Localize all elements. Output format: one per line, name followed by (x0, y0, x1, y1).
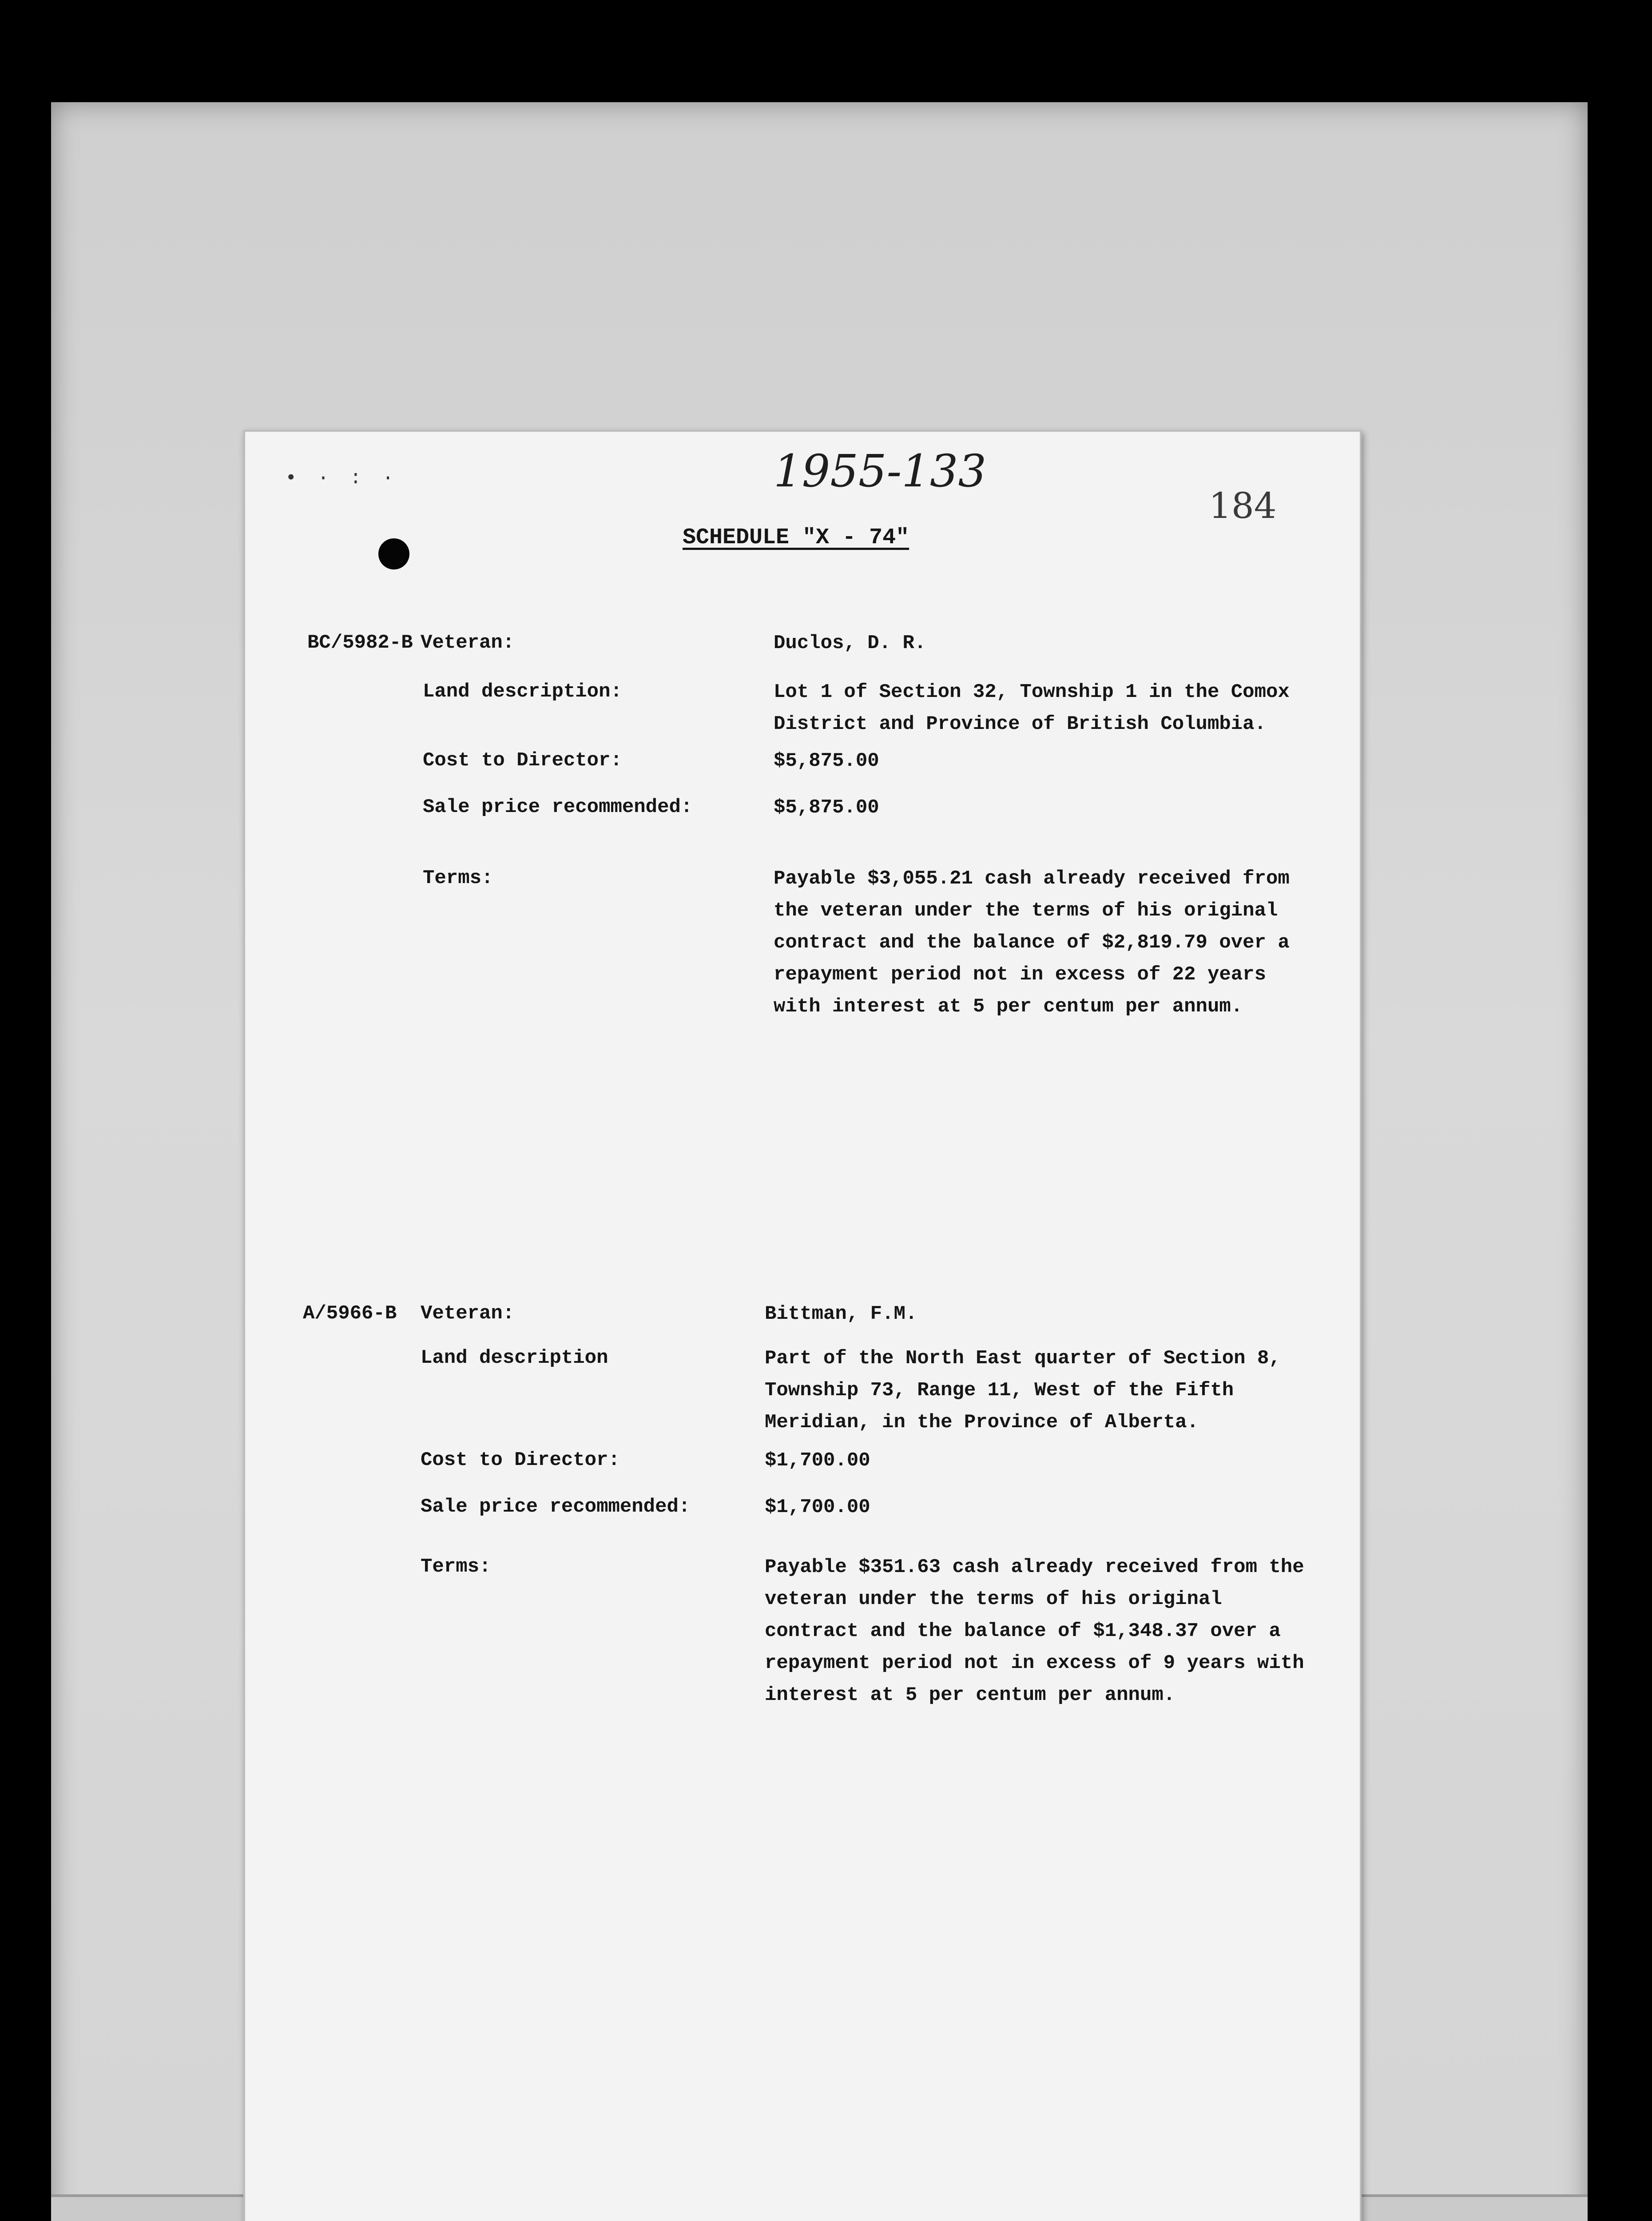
file-number: BC/5982-B (307, 632, 413, 654)
veteran-label: Veteran: (421, 632, 515, 654)
punch-hole (378, 538, 409, 569)
land-description-label: Land description: (423, 681, 622, 703)
land-description-value: Lot 1 of Section 32, Township 1 in the Comox District and Province of British Columbia. (774, 681, 1290, 735)
veteran-name: Bittman, F.M. (765, 1303, 917, 1325)
veteran-name: Duclos, D. R. (774, 632, 926, 654)
cost-label: Cost to Director: (421, 1449, 620, 1471)
veteran-label: Veteran: (421, 1302, 515, 1325)
terms-value: Payable $3,055.21 cash already received from the veteran under the terms of his original contract and the balance of $2,819.79 over a repayment period not in excess of 22 years with interest at 5 per centum per annum. (774, 868, 1290, 1018)
schedule-title: SCHEDULE "X - 74" (683, 525, 909, 550)
sale-price-value: $5,875.00 (774, 796, 879, 819)
terms-label: Terms: (421, 1556, 491, 1578)
sale-price-value: $1,700.00 (765, 1496, 870, 1518)
handwritten-reference: 1955-133 (774, 445, 987, 497)
document-page (243, 430, 1362, 2221)
cost-value: $5,875.00 (774, 750, 879, 772)
corner-marks: • · : · (285, 467, 398, 490)
terms-value: Payable $351.63 cash already received from the veteran under the terms of his original contract and the balance of $1,348.37 over a repayment period not in excess of 9 years with interest at 5 per centum per annum. (765, 1556, 1304, 1706)
page-number: 184 (1209, 485, 1277, 526)
land-description-label: Land description (421, 1347, 608, 1369)
land-description-value: Part of the North East quarter of Section 8, Township 73, Range 11, West of the Fifth Meridian, in the Province of Alberta. (765, 1347, 1281, 1433)
sale-price-label: Sale price recommended: (421, 1496, 691, 1518)
cost-label: Cost to Director: (423, 749, 622, 772)
terms-label: Terms: (423, 867, 493, 889)
file-number: A/5966-B (303, 1302, 397, 1325)
sale-price-label: Sale price recommended: (423, 796, 693, 818)
cost-value: $1,700.00 (765, 1449, 870, 1472)
